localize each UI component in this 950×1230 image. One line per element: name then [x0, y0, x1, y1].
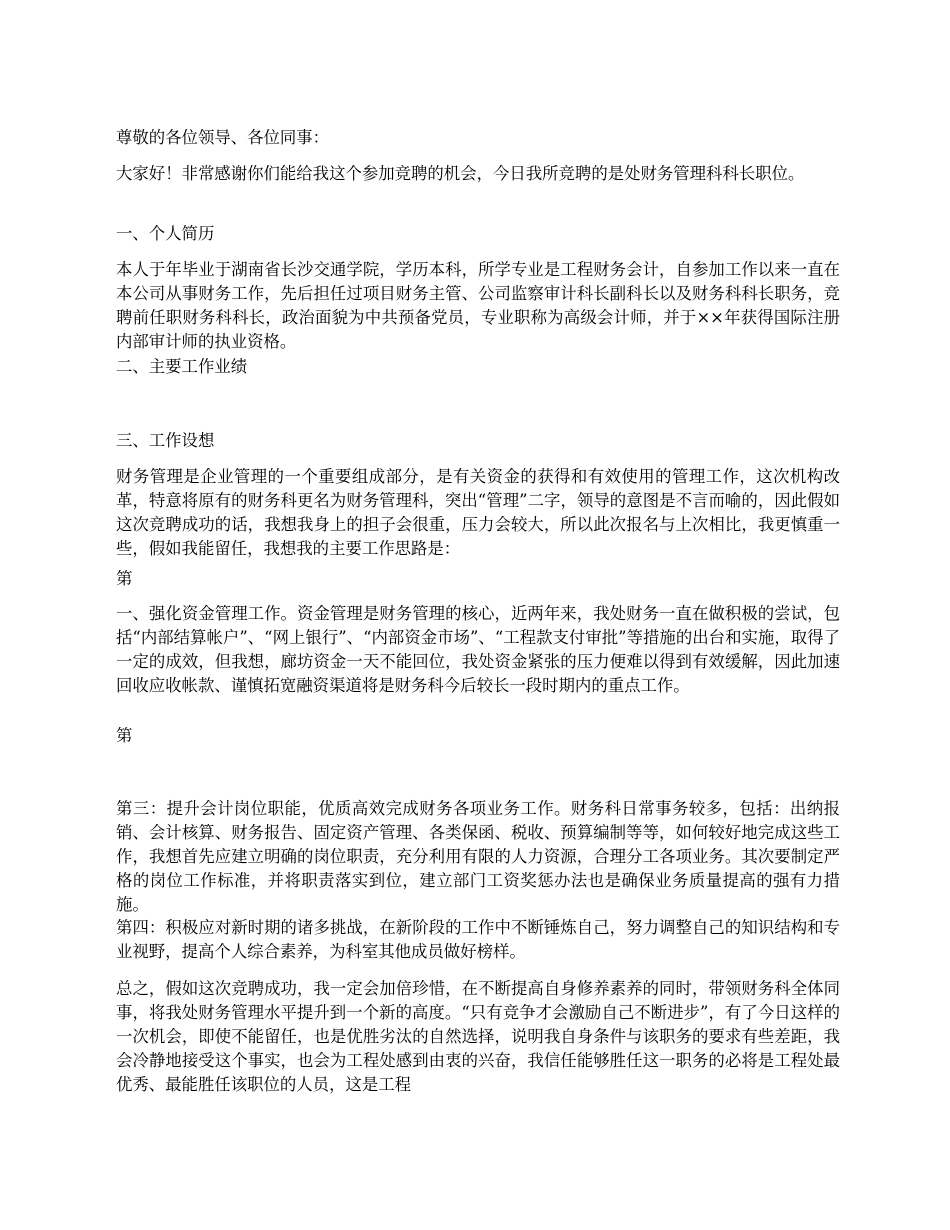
plans-intro-paragraph: 财务管理是企业管理的一个重要组成部分，是有关资金的获得和有效使用的管理工作，这次机构改革，特意将原有的财务科更名为财务管理科，突出“管理”二字，领导的意图是不言而喻的，因此假如这次竞聘成功的话，我想我身上的担子会很重，压力会较大，所以此次报名与上次相比，我更慎重一些，假如我能留任，我想我的主要工作思路是： — [116, 467, 840, 558]
greeting-paragraph: 大家好！非常感谢你们能给我这个参加竞聘的机会，今日我所竞聘的是处财务管理科科长职位。 — [116, 164, 805, 183]
section-heading-resume: 一、个人简历 — [116, 224, 215, 243]
item-marker-first: 第 — [116, 569, 133, 588]
item-four-paragraph: 第四：积极应对新时期的诸多挑战，在新阶段的工作中不断锤炼自己，努力调整自己的知识结构和专业视野，提高个人综合素养，为科室其他成员做好榜样。 — [116, 918, 840, 961]
conclusion-paragraph: 总之，假如这次竞聘成功，我一定会加倍珍惜，在不断提高自身修养素养的同时，带领财务科全体同事，将我处财务管理水平提升到一个新的高度。“只有竞争才会激励自己不断进步”，有了今日这样的一次机会，即使不能留任，也是优胜劣汰的自然选择，说明我自身条件与该职务的要求有些差距，我会冷静地接受这个事实，也会为工程处感到由衷的兴奋，我信任能够胜任这一职务的必将是工程处最优秀、最能胜任该职位的人员，这是工程 — [116, 979, 840, 1094]
item-three-paragraph: 第三：提升会计岗位职能，优质高效完成财务各项业务工作。财务科日常事务较多，包括：出纳报销、会计核算、财务报告、固定资产管理、各类保函、税收、预算编制等等，如何较好地完成这些工作，我想首先应建立明确的岗位职责，充分利用有限的人力资源，合理分工各项业务。其次要制定严格的岗位工作标准，并将职责落实到位，建立部门工资奖惩办法也是确保业务质量提高的强有力措施。 — [116, 799, 840, 914]
section-heading-plans: 三、工作设想 — [116, 431, 215, 450]
item-one-paragraph: 一、强化资金管理工作。资金管理是财务管理的核心，近两年来，我处财务一直在做积极的尝试，包括“内部结算帐户”、“网上银行”、“内部资金市场”、“工程款支付审批”等措施的出台和实施，取得了一定的成效，但我想，廊坊资金一天不能回位，我处资金紧张的压力便难以得到有效缓解，因此加速回收应收帐款、谨慎拓宽融资渠道将是财务科今后较长一段时期内的重点工作。 — [116, 604, 840, 695]
section-heading-achievements: 二、主要工作业绩 — [116, 357, 248, 376]
item-marker-second: 第 — [116, 726, 133, 745]
resume-paragraph: 本人于年毕业于湖南省长沙交通学院，学历本科，所学专业是工程财务会计，自参加工作以来一直在本公司从事财务工作，先后担任过项目财务主管、公司监察审计科长副科长以及财务科科长职务，竞聘前任职财务科科长，政治面貌为中共预备党员，专业职称为高级会计师，并于××年获得国际注册内部审计师的执业资格。 — [116, 260, 840, 351]
salutation: 尊敬的各位领导、各位同事： — [116, 128, 330, 147]
